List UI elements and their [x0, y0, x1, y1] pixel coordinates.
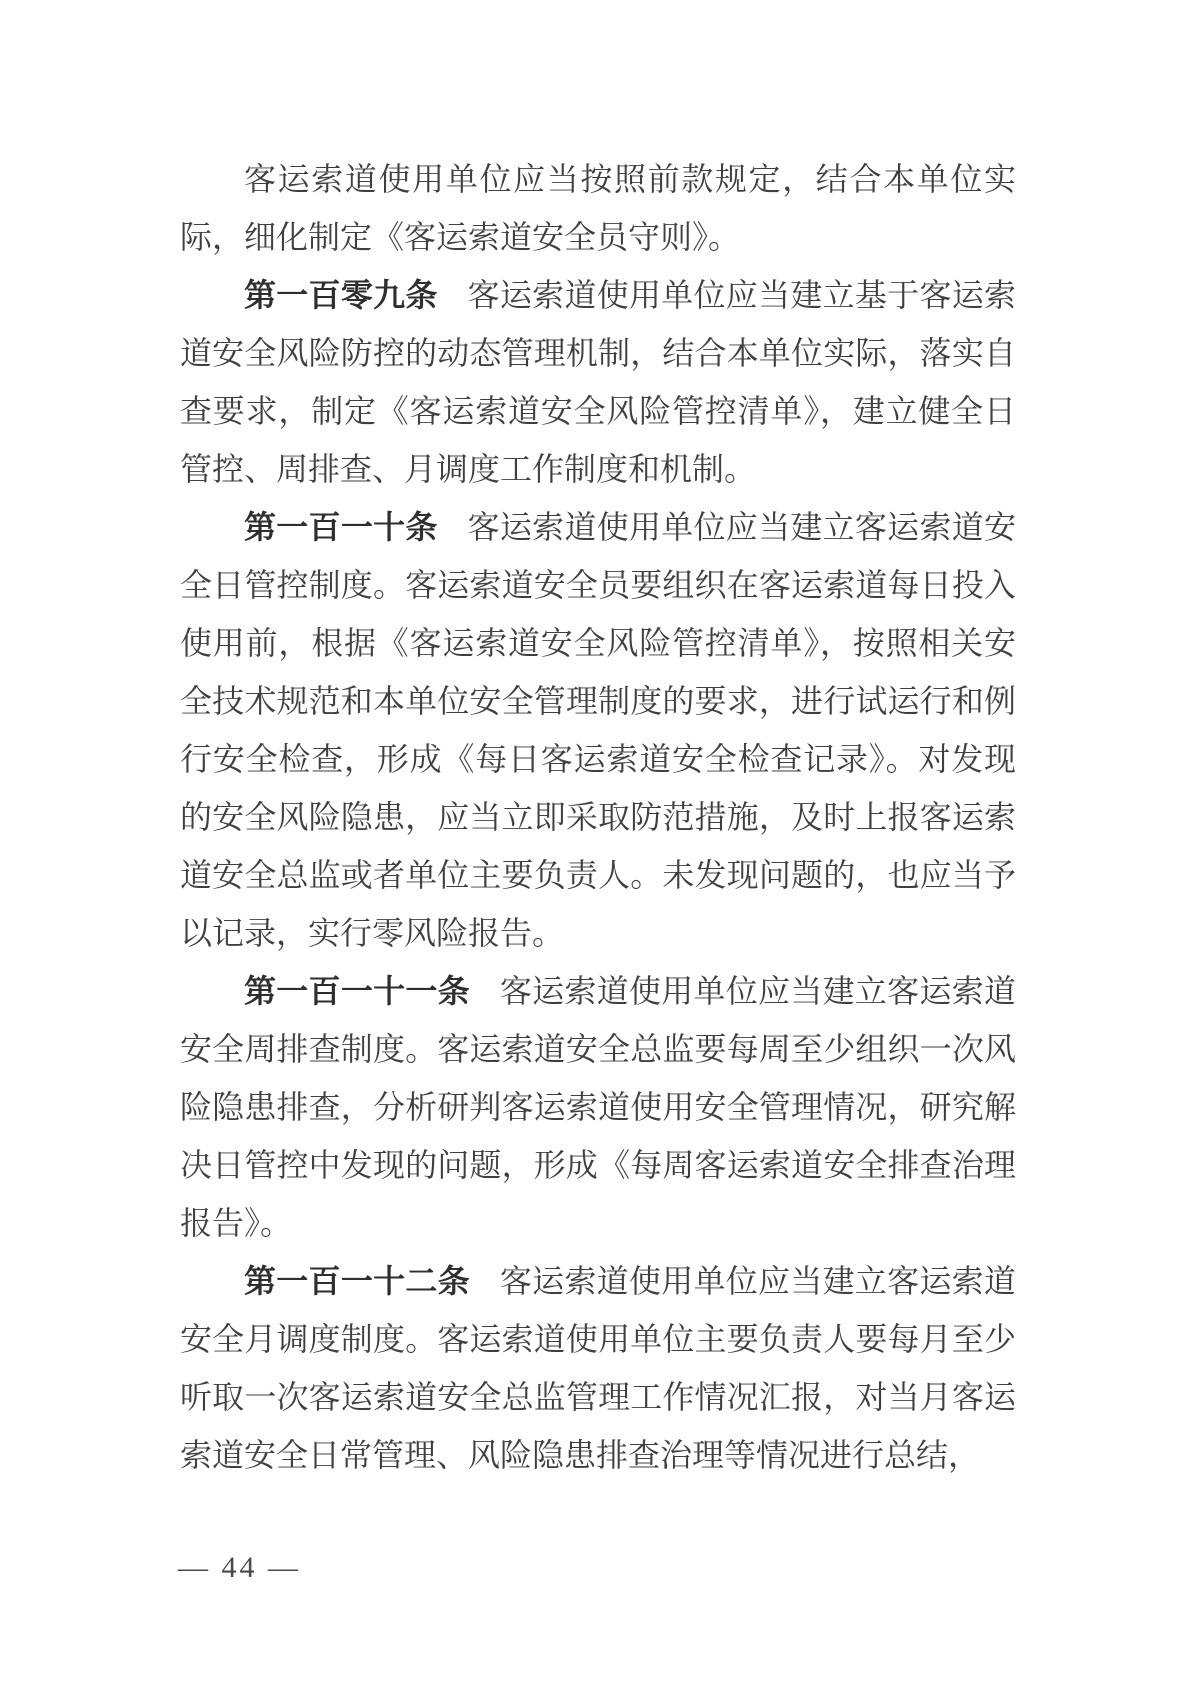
paragraph — [180, 962, 1016, 1252]
paragraph-text: 客运索道使用单位应当建立客运索道安全月调度制度。客运索道使用单位主要负责人要每月至少听取一次客运索道安全总监管理工作情况汇报，对当月客运索道安全日常管理、风险隐患排查治理等情况进行总结， — [180, 1263, 1016, 1473]
page-number: — 44 — — [178, 1551, 301, 1584]
paragraph — [180, 1252, 1016, 1484]
paragraph — [180, 266, 1016, 498]
document-body — [180, 150, 1016, 1484]
article-number-111: 第一百一十一条 — [244, 973, 470, 1009]
paragraph-text: 客运索道使用单位应当按照前款规定，结合本单位实际，细化制定《客运索道安全员守则》。 — [180, 161, 1016, 255]
article-number-110: 第一百一十条 — [244, 509, 438, 545]
paragraph — [180, 150, 1016, 266]
paragraph-text: 客运索道使用单位应当建立客运索道安全日管控制度。客运索道安全员要组织在客运索道每日投入使用前，根据《客运索道安全风险管控清单》，按照相关安全技术规范和本单位安全管理制度的要求，进行试运行和例行安全检查，形成《每日客运索道安全检查记录》。对发现的安全风险隐患，应当立即采取防范措施，及时上报客运索道安全总监或者单位主要负责人。未发现问题的，也应当予以记录，实行零风险报告。 — [180, 509, 1016, 951]
article-number-109: 第一百零九条 — [244, 277, 438, 313]
paragraph-text: 客运索道使用单位应当建立客运索道安全周排查制度。客运索道安全总监要每周至少组织一次风险隐患排查，分析研判客运索道使用安全管理情况，研究解决日管控中发现的问题，形成《每周客运索道安全排查治理报告》。 — [180, 973, 1016, 1241]
paragraph-text: 客运索道使用单位应当建立基于客运索道安全风险防控的动态管理机制，结合本单位实际，落实自查要求，制定《客运索道安全风险管控清单》，建立健全日管控、周排查、月调度工作制度和机制。 — [180, 277, 1016, 487]
article-number-112: 第一百一十二条 — [244, 1263, 470, 1299]
paragraph — [180, 498, 1016, 962]
